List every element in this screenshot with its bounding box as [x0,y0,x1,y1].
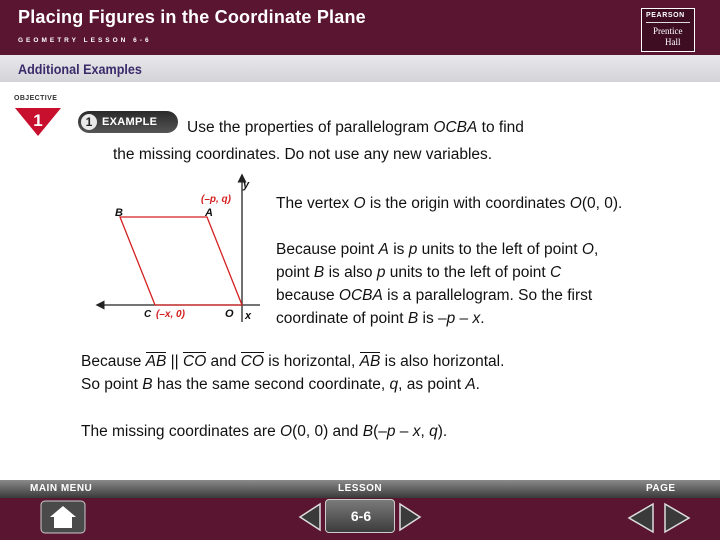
answer-line [81,423,447,441]
vertex-c-coords: (–x, 0) [156,309,185,320]
text-run: O [581,241,594,258]
text-run: . [475,376,480,393]
y-axis-label: y [243,179,250,191]
text-run: Use the properties of parallelogram [187,119,434,136]
section-label: Additional Examples [18,61,142,77]
text-run: is also [324,264,377,281]
text-run: – [395,423,413,440]
text-run: Because [81,353,146,370]
text-run: is also horizontal. [380,353,505,370]
text-run: B [142,376,153,393]
text-run: (– [373,423,387,440]
lesson-subtitle: GEOMETRY LESSON 6-6 [18,37,152,44]
vertex-o-label: O [225,308,234,320]
lesson-label: LESSON [338,483,383,494]
text-run: , [420,423,430,440]
text-run: ). [437,423,448,440]
text-run: is [388,241,409,258]
text-run: to find [477,119,524,136]
text-run: is the origin with coordinates [365,195,570,212]
text-run: So point [81,376,143,393]
text-run: (0, 0). [581,195,623,212]
text-run: OCBA [433,119,478,136]
problem-line2: the missing coordinates. Do not use any new variables. [113,146,493,163]
page-previous-button[interactable] [627,502,655,534]
main-menu-label: MAIN MENU [30,483,93,494]
text-run: Because point [276,241,379,258]
vertex-c-label: C [144,309,152,320]
example-number: 1 [81,114,97,130]
reason-line1 [276,241,598,259]
footer-strip [0,480,720,498]
vertex-b-label: B [115,207,123,219]
section-band [0,55,720,82]
parallelogram [120,217,242,305]
lesson-previous-button[interactable] [298,502,322,532]
example-badge [78,111,178,133]
segment-ab: AB [145,353,167,370]
text-run: O [353,195,366,212]
text-run: q [429,423,438,440]
reason-line3 [276,287,592,305]
text-run: , [593,241,599,258]
text-run: A [465,376,476,393]
x-axis-label: x [245,310,252,322]
text-run: B [407,310,419,327]
logo-line3: Hall [665,37,681,47]
text-run: . [480,310,485,327]
lesson-number: 6-6 [350,508,372,524]
text-run: coordinate of point [276,310,408,327]
text-run: q [389,376,399,393]
text-run: p [408,241,418,258]
logo-line1: PEARSON [646,12,685,19]
home-button[interactable] [40,500,86,534]
publisher-logo [641,8,695,52]
text-run: units to the left of point [417,241,582,258]
reason-line2 [276,264,561,282]
objective-label: OBJECTIVE [14,95,58,102]
reason-line4 [276,310,485,328]
text-run: is horizontal, [263,353,360,370]
text-run: and [206,353,241,370]
text-run: The vertex [276,195,354,212]
text-run: C [550,264,562,281]
vertex-line [276,195,622,213]
arrow-right-icon [400,504,420,530]
text-run: The missing coordinates are [81,423,281,440]
text-run: point [276,264,314,281]
example-label: EXAMPLE [102,116,158,128]
text-run: because [276,287,339,304]
vertex-a-label: A [205,207,213,219]
problem-line1 [187,119,524,137]
text-run: x [412,423,421,440]
segment-co: CO [240,353,264,370]
logo-rule [646,22,690,23]
arrow-left-icon [629,504,653,532]
text-run: B [362,423,374,440]
text-run: OCBA [338,287,383,304]
page-title: Placing Figures in the Coordinate Plane [18,7,366,27]
text-run: || [166,353,183,370]
vertex-a-coords: (–p, q) [201,194,231,205]
text-run: has the same second coordinate, [152,376,390,393]
arrow-right-icon [665,504,689,532]
objective-icon [13,106,63,138]
text-run: is a parallelogram. So the first [382,287,593,304]
logo-line2: Prentice [653,26,683,36]
page-label: PAGE [646,483,676,494]
text-run: B [313,264,325,281]
text-run: (0, 0) and [292,423,363,440]
text-run: O [569,195,582,212]
lesson-next-button[interactable] [398,502,422,532]
text-run: O [280,423,293,440]
objective-number: 1 [33,111,43,130]
text-run: –p – x [438,310,481,327]
text-run: units to the left of point [385,264,551,281]
parallelogram-figure [95,172,270,327]
header-bar [0,0,720,55]
segment-co: CO [183,353,207,370]
text-run: A [378,241,389,258]
text-run: is [418,310,438,327]
text-run: p [376,264,386,281]
page-next-button[interactable] [663,502,691,534]
arrow-left-icon [300,504,320,530]
text-run: , as point [398,376,466,393]
horizontal-line1 [81,353,504,371]
lesson-number-box[interactable] [325,499,395,533]
segment-ab: AB [359,353,381,370]
text-run: p [386,423,396,440]
horizontal-line2 [81,376,480,394]
